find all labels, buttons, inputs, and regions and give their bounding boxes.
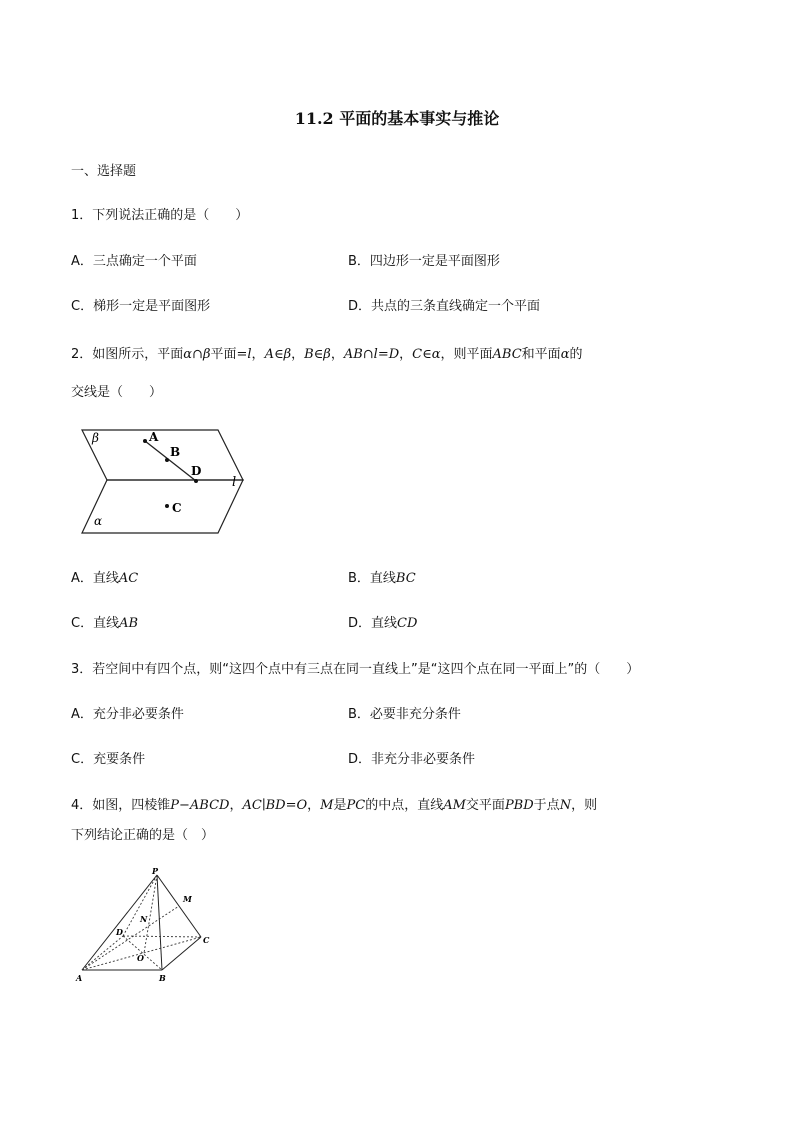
label-m: M (183, 894, 192, 904)
q3-option-a[interactable]: A．充分非必要条件 (71, 707, 184, 722)
q2-option-b-math: BC (395, 571, 416, 586)
edge-pd (123, 875, 157, 936)
q4-text-8: ，则 (571, 798, 598, 813)
label-a: A (149, 430, 159, 444)
q4-text-1: 4．如图，四棱锥 (71, 798, 171, 813)
q2-text-4: ， (291, 347, 305, 362)
q4-math-4: PC (346, 798, 366, 813)
q2-stem-line2: 交线是（ ） (71, 385, 163, 400)
q2-option-c[interactable] (71, 612, 138, 631)
point-b-dot (165, 458, 169, 462)
q2-text-6: ， (399, 347, 413, 362)
q2-option-d-text: D．直线 (348, 616, 398, 631)
q2-option-b-text: B．直线 (348, 571, 396, 586)
label-beta: β (92, 431, 99, 445)
q4-text-3: ， (307, 798, 321, 813)
q3-option-b[interactable]: B．必要非充分条件 (348, 707, 461, 722)
q2-text-1: 2．如图所示，平面 (71, 347, 184, 362)
edge-pb (157, 875, 162, 970)
label-c: C (203, 935, 210, 945)
label-b: B (170, 445, 181, 459)
label-o: O (137, 953, 144, 963)
q2-text-3: ， (251, 347, 265, 362)
q4-text-7: 于点 (533, 798, 560, 813)
q2-text-8: 和平面 (521, 347, 561, 362)
point-a-dot (143, 439, 147, 443)
label-l: l (232, 475, 237, 490)
q4-text-5: 的中点，直线 (365, 798, 444, 813)
q2-option-b[interactable] (348, 567, 416, 586)
edge-ad (82, 936, 123, 970)
q4-text-6: 交平面 (465, 798, 505, 813)
q4-math-6: PBD (504, 798, 534, 813)
label-b: B (159, 973, 166, 983)
q2-math-3: A∈β (264, 347, 292, 362)
q2-option-a-text: A．直线 (71, 571, 119, 586)
q2-option-a-math: AC (118, 571, 139, 586)
q2-math-8: α (560, 347, 570, 362)
q2-option-c-math: AB (119, 616, 139, 631)
q2-math-7: ABC (492, 347, 522, 362)
q4-math-3: M (320, 798, 334, 813)
edge-bc (162, 937, 201, 970)
q2-math-5: AB∩l=D (343, 347, 400, 362)
q2-text-9: 的 (569, 347, 583, 362)
q2-text-2: 平面 (210, 347, 237, 362)
q1-option-c[interactable]: C．梯形一定是平面图形 (71, 299, 211, 314)
q4-text-2: ， (229, 798, 243, 813)
q1-option-b[interactable]: B．四边形一定是平面图形 (348, 254, 500, 269)
label-c: C (172, 501, 182, 515)
q4-text-4: 是 (333, 798, 347, 813)
q4-math-7: N (559, 798, 572, 813)
q2-option-d-math: CD (397, 616, 418, 631)
q4-math-1: P−ABCD (170, 798, 230, 813)
q4-pyramid-figure (70, 865, 220, 985)
label-d: D (191, 464, 202, 478)
q2-text-5: ， (330, 347, 344, 362)
point-c-dot (165, 504, 169, 508)
label-d: D (116, 927, 123, 937)
q3-option-c[interactable]: C．充要条件 (71, 752, 146, 767)
q2-math-4: B∈β (304, 347, 331, 362)
q2-math-1: α∩β (183, 347, 211, 362)
q2-text-7: ，则平面 (440, 347, 493, 362)
label-a: A (76, 973, 83, 983)
page-title: 11.2 平面的基本事实与推论 (294, 109, 500, 128)
point-d-dot (194, 479, 198, 483)
q3-stem: 3．若空间中有四个点，则“这四个点中有三点在同一直线上”是“这四个点在同一平面上”的（ ） (71, 662, 640, 677)
q2-planes-figure (70, 420, 250, 540)
q2-option-a[interactable] (71, 567, 138, 586)
q4-stem (71, 794, 597, 813)
label-alpha: α (94, 514, 103, 528)
q4-math-2: AC∣BD=O (242, 798, 308, 813)
q2-math-2: =l (236, 347, 252, 362)
edge-dc (123, 936, 201, 937)
q2-option-c-text: C．直线 (71, 616, 120, 631)
q4-math-5: AM (443, 798, 466, 813)
plane-alpha-outline (82, 480, 243, 533)
line-am (82, 906, 179, 970)
q2-math-6: C∈α (412, 347, 441, 362)
q3-option-d[interactable]: D．非充分非必要条件 (348, 752, 476, 767)
q2-option-d[interactable] (348, 612, 417, 631)
label-n: N (140, 914, 148, 924)
q1-option-a[interactable]: A．三点确定一个平面 (71, 254, 197, 269)
q2-stem (71, 343, 582, 362)
label-p: P (152, 866, 159, 876)
q4-stem-line2: 下列结论正确的是（ ） (71, 828, 215, 843)
section-heading: 一、选择题 (71, 164, 137, 179)
q1-option-d[interactable]: D．共点的三条直线确定一个平面 (348, 299, 541, 314)
q1-stem: 1．下列说法正确的是（ ） (71, 208, 249, 223)
